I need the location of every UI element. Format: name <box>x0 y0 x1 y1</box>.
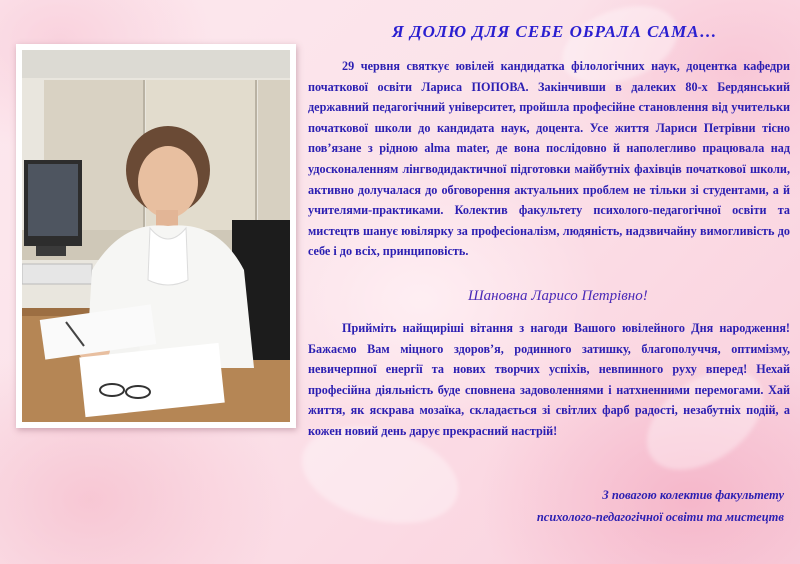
portrait-photo-frame <box>16 44 296 428</box>
signature-block <box>537 484 784 528</box>
greeting-line: Шановна Ларисо Петрівно! <box>468 288 648 304</box>
signature-line-2: психолого-педагогічної освіти та мистецтв <box>536 510 784 524</box>
portrait-photo <box>22 50 290 422</box>
signature-line-1: З повагою колектив факультету <box>602 488 784 502</box>
office-portrait-illustration <box>22 50 290 422</box>
congratulation-body <box>308 318 790 442</box>
article-paragraph-2: Прийміть найщиріші вітання з нагоди Вашого ювілейного Дня народження! Бажаємо Вам міцного здоров’я, родинного затишку, благополуччя, оптимізму, невичерпної енергії та нових творчих успіхів, невпинного руху вперед! Нехай професійна діяльність буде сповнена задоволеннями і натхненними перемогами. Хай життя, як яскрава мозаїка, складається зі світлих фарб радості, незабутніх подій, а кожен новий день дарує прекрасний настрій! <box>308 321 790 438</box>
article-paragraph-1: 29 червня святкує ювілей кандидатка філологічних наук, доцентка кафедри початкової освіти Лариса ПОПОВА. Закінчивши в далеких 80-х Бердянський державний педагогічний університет, пройшла професійне становлення від учительки початкової школи до кандидата наук, доцента. Усе життя Лариси Петрівни тісно пов’язане з рідною alma mater, де вона послідовно й наполегливо працювала над удосконаленням лінгводидактичної підготовки майбутніх фахівців початкової школи, активно долучалася до обговорення актуальних проблем не тільки зі студентами, а й учителями-практиками. Колектив факультету психолого-педагогічної освіти та мистецтв шанує ювілярку за професіоналізм, людяність, надзвичайну вимогливість до себе і до всіх, принциповість. <box>308 59 790 259</box>
article-body <box>308 56 790 262</box>
page-title: Я ДОЛЮ ДЛЯ СЕБЕ ОБРАЛА САМА… <box>392 22 718 41</box>
